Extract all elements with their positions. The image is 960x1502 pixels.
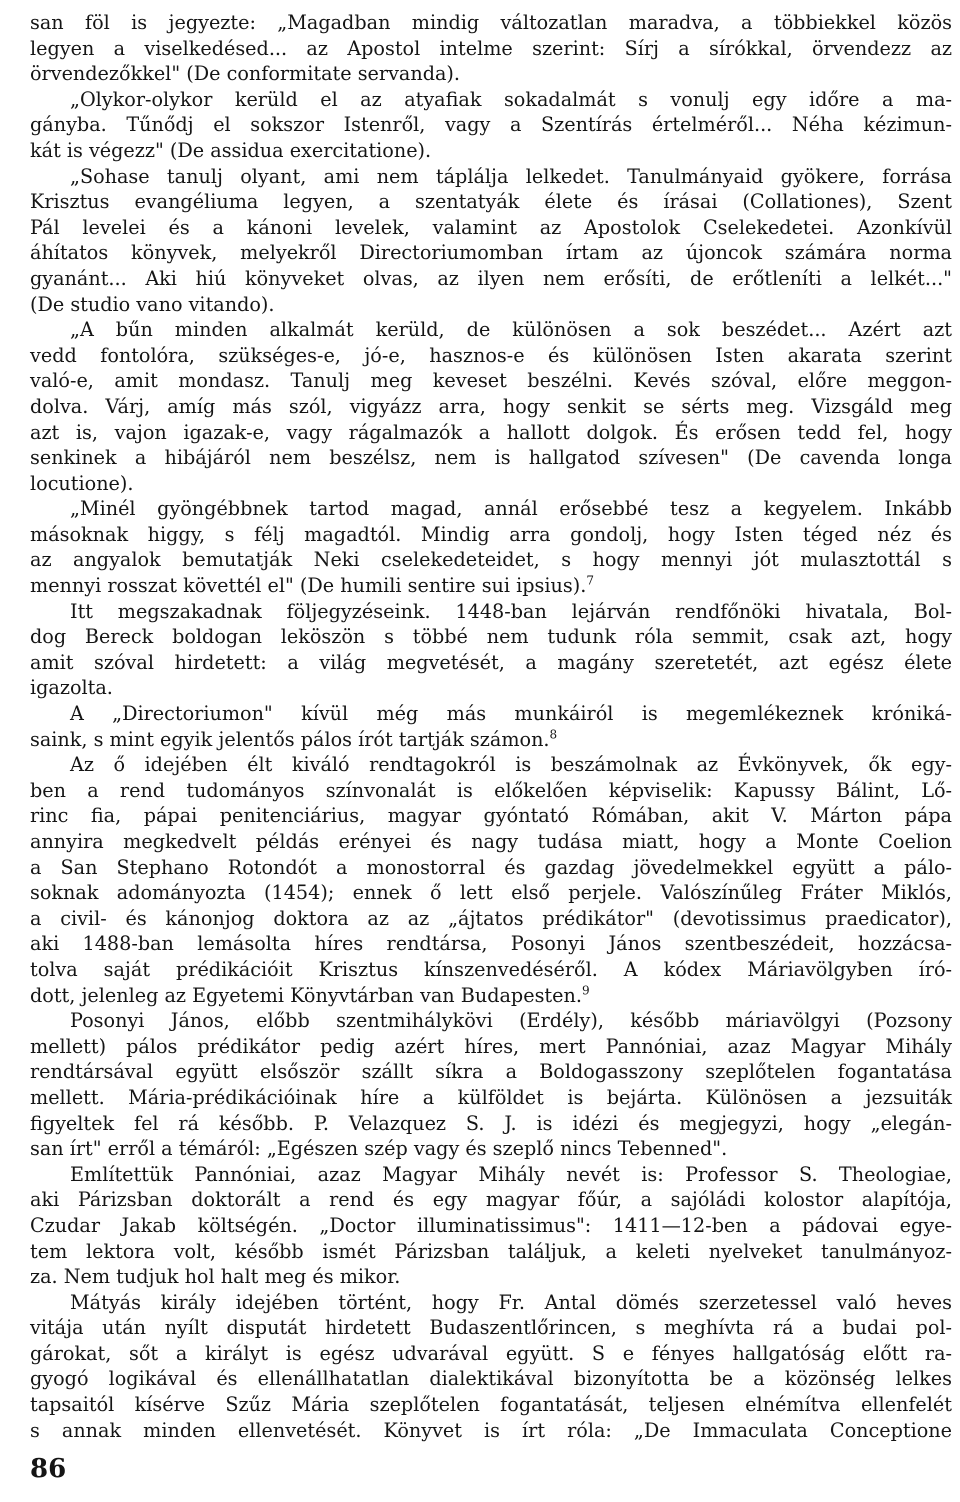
text-line: mellett) pálos prédikátor pedig azért híres, mert Pannóniai, azaz Magyar Mihály <box>30 1034 952 1058</box>
text-line: gányba. Tűnődj el sokszor Istenről, vagy a Szentírás értelméről... Néha kézimun- <box>30 113 952 137</box>
text-line: való-e, amit mondasz. Tanulj meg keveset beszélni. Kevés szóval, előre meggon- <box>30 369 952 393</box>
text-line: a civil- és kánonjog doktora az az „ájtatos prédikátor" (devotissimus praedicator), <box>30 906 952 930</box>
text-line: s annak minden ellenvetését. Könyvet is írt róla: „De Immaculata Conceptione <box>30 1418 952 1442</box>
text-line: dolva. Várj, amíg más szól, vigyázz arra, hogy senkit se sérts meg. Vizsgáld meg <box>30 394 952 418</box>
text-line: a San Stephano Rotondót a monostorral és gazdag jövedelmekkel együtt a pálo- <box>30 855 952 879</box>
text-line: „Minél gyöngébbnek tartod magad, annál erősebbé tesz a kegyelem. Inkább <box>70 497 952 521</box>
text-line: ben a rend tudományos színvonalát is előkelően képviselik: Kapussy Bálint, Lő- <box>30 778 952 802</box>
text-line: „A bűn minden alkalmát kerüld, de különösen a sok beszédet... Azért azt <box>70 318 952 342</box>
text-line: „Olykor-olykor kerüld el az atyafiak sokadalmát s vonulj egy időre a ma- <box>70 87 952 111</box>
text-line: Mátyás király idejében történt, hogy Fr. Antal dömés szerzetessel való heves <box>70 1290 952 1314</box>
text-line: másoknak higgy, s félj magadtól. Mindig arra gondolj, hogy Isten téged néz és <box>30 522 952 546</box>
text-line: senkinek a hibájáról nem beszélsz, nem is hallgatod szívesen" (De cavenda longa <box>30 446 952 470</box>
text-line: tapsaitól kísérve Szűz Mária szeplőtelen fogantatását, teljesen elnémítva ellenfelét <box>30 1393 952 1417</box>
body-text <box>30 10 952 1443</box>
text-line: aki Párizsban doktorált a rend és egy magyar főúr, a sajóládi kolostor alapítója, <box>30 1188 952 1212</box>
text-line <box>30 727 952 753</box>
text-line-content: mennyi rosszat követtél el" (De humili sentire sui ipsius). <box>30 574 587 598</box>
text-line: legyen a viselkedésed... az Apostol intelme szerint: Sírj a sírókkal, örvendezz az <box>30 36 952 60</box>
text-line: (De studio vano vitando). <box>30 292 275 316</box>
text-line: „Sohase tanulj olyant, ami nem táplálja lelkedet. Tanulmányaid gyökere, forrása <box>70 164 952 188</box>
text-line: gárokat, sőt a királyt is egész udvarával együtt. S e fényes hallgatóság előtt ra- <box>30 1341 952 1365</box>
paragraph <box>30 1008 952 1162</box>
text-line <box>30 573 952 599</box>
text-line: vedd fontolóra, szükséges-e, jó-e, hasznos-e és különösen Isten akarata szerint <box>30 343 952 367</box>
text-line-content: saink, s mint egyik jelentős pálos írót tartják számon. <box>30 727 550 751</box>
text-line: A „Directoriumon" kívül még más munkáiról is megemlékeznek króniká- <box>70 702 952 726</box>
text-line: Posonyi János, előbb szentmihálykövi (Erdély), később máriavölgyi (Pozsony <box>70 1009 952 1033</box>
text-line: Krisztus evangéliuma legyen, a szentatyák élete és írásai (Collationes), Szent <box>30 190 952 214</box>
text-line: dog Bereck boldogan leköszön s többé nem tudunk róla semmit, csak azt, hogy <box>30 625 952 649</box>
text-line: rinc fia, pápai penitenciárius, magyar gyóntató Rómában, akit V. Márton pápa <box>30 804 952 828</box>
text-line: locutione). <box>30 471 134 495</box>
paragraph <box>30 317 952 496</box>
paragraph <box>30 10 952 87</box>
text-line: Itt megszakadnak följegyzéseink. 1448-ban lejárván rendfőnöki hivatala, Bol- <box>70 599 952 623</box>
text-line: Az ő idejében élt kiváló rendtagokról is beszámolnak az Évkönyvek, ők egy- <box>70 753 952 777</box>
paragraph <box>30 496 952 598</box>
text-line: Említettük Pannóniai, azaz Magyar Mihály nevét is: Professor S. Theologiae, <box>70 1162 952 1186</box>
text-line: soknak adományozta (1454); ennek ő lett első perjele. Valószínűleg Fráter Miklós, <box>30 881 952 905</box>
text-line: tolva saját prédikációit Krisztus kínszenvedéséről. A kódex Máriavölgyben író- <box>30 957 952 981</box>
page-number: 86 <box>30 1454 67 1484</box>
footnote-marker: 7 <box>586 573 594 588</box>
text-line: figyeltek fel rá később. P. Velazquez S. J. is idézi és megjegyzi, hogy „elegán- <box>30 1111 952 1135</box>
text-line: örvendezőkkel" (De conformitate servanda). <box>30 62 461 86</box>
text-line: annyira megkedvelt példás erényei és nagy tudása miatt, hogy a Monte Coelion <box>30 830 952 853</box>
paragraph <box>30 1290 952 1444</box>
text-line: azt is, vajon igazak-e, vagy rágalmazók a hallott dolgok. És erősen tedd fel, hogy <box>30 420 952 444</box>
text-line: igazolta. <box>30 676 113 700</box>
paragraph <box>30 701 952 752</box>
text-line: za. Nem tudjuk hol halt meg és mikor. <box>30 1265 401 1289</box>
text-line: az angyalok bemutatják Neki cselekedeteidet, s hogy mennyi jót mulasztottál s <box>30 548 952 572</box>
footnote-marker: 9 <box>581 983 590 998</box>
paragraph <box>30 87 952 164</box>
paragraph <box>30 164 952 318</box>
paragraph <box>30 1162 952 1290</box>
paragraph <box>30 752 952 1008</box>
text-line: rendtársával együtt elsőször szállt síkra a Boldogasszony szeplőtelen fogantatása <box>30 1060 952 1084</box>
text-line <box>30 983 952 1009</box>
text-line: san írt" erről a témáról: „Egészen szép vagy és szeplő nincs Tebenned". <box>30 1137 728 1161</box>
text-line-content: dott, jelenleg az Egyetemi Könyvtárban van Budapesten. <box>30 983 582 1007</box>
text-line: Czudar Jakab költségén. „Doctor illuminatissimus": 1411—12-ben a pádovai egye- <box>30 1213 952 1237</box>
paragraph <box>30 599 952 701</box>
text-line: mellett. Mária-prédikációinak híre a külföldet is bejárta. Különösen a jezsuiták <box>30 1085 952 1109</box>
text-line: áhítatos könyvek, melyekről Directoriumomban írtam az újoncok számára norma <box>30 241 952 265</box>
text-line: san föl is jegyezte: „Magadban mindig változatlan maradva, a többiekkel közös <box>30 11 952 34</box>
text-line: kát is végezz" (De assidua exercitatione). <box>30 138 432 162</box>
text-line: tem lektora volt, később ismét Párizsban találjuk, a keleti nyelveket tanulmányoz- <box>30 1239 952 1263</box>
footnote-marker: 8 <box>549 727 558 742</box>
text-line: gyanánt... Aki hiú könyveket olvas, az ilyen nem erősíti, de erőtleníti a lelkét..." <box>30 266 952 290</box>
text-line: aki 1488-ban lemásolta híres rendtársa, Posonyi János szentbeszédeit, hozzácsa- <box>30 932 952 956</box>
text-line: Pál levelei és a kánoni levelek, valamint az Apostolok Cselekedetei. Azonkívül <box>30 215 952 239</box>
text-line: gyogó logikával és ellenállhatatlan dialektikával bizonyította be a közönség lelkes <box>30 1367 952 1391</box>
text-line: amit szóval hirdetett: a világ megvetését, a magány szeretetét, azt egész élete <box>30 650 952 674</box>
text-line: vitája után nyílt disputát hirdetett Budaszentlőrincen, s meghívta rá a budai pol- <box>30 1316 952 1340</box>
